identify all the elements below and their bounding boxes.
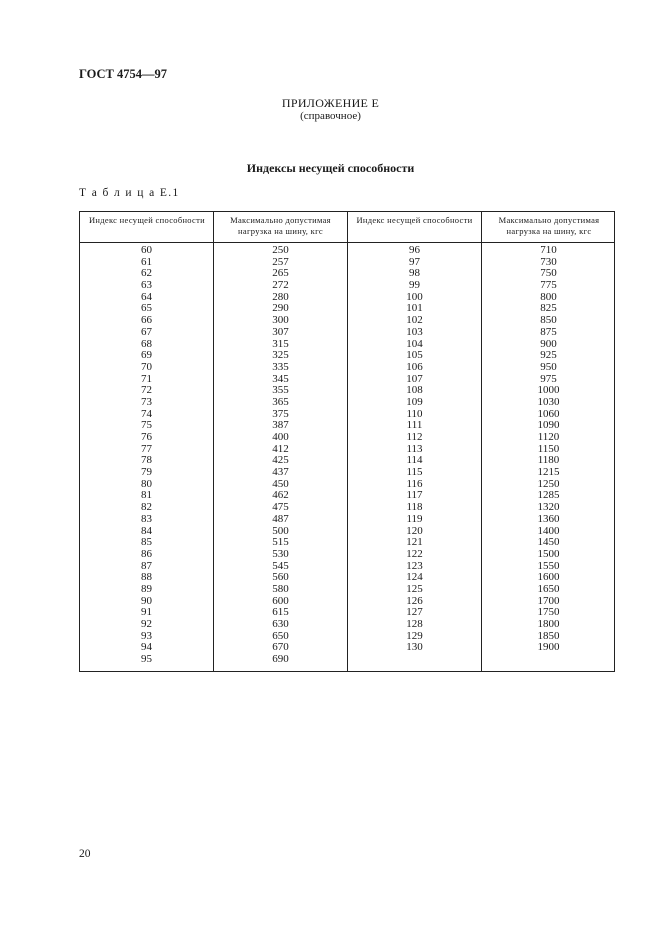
table-cell: 300 <box>272 314 289 327</box>
table-cell: 1000 <box>537 384 560 397</box>
table-cell: 250 <box>272 244 289 256</box>
table-cell: 670 <box>272 641 289 654</box>
header-index-right: Индекс несущей способности <box>356 215 473 225</box>
table-cell: 825 <box>540 302 557 315</box>
table-cell: 325 <box>272 349 289 362</box>
table-cell: 81 <box>141 489 152 502</box>
table-cell: 355 <box>272 384 289 397</box>
table-cell: 73 <box>141 395 152 408</box>
table-cell: 1180 <box>537 454 560 467</box>
table-cell: 265 <box>272 267 289 280</box>
table-cell: 1150 <box>537 442 560 455</box>
table-cell: 66 <box>141 314 152 327</box>
header-load-left: Максимально допустимая нагрузка на шину, кгс <box>230 215 331 236</box>
table-cell: 1500 <box>537 547 560 560</box>
table-cell: 87 <box>141 559 152 572</box>
table-cell: 112 <box>406 431 423 443</box>
table-cell: 730 <box>540 255 557 268</box>
annex-note: (справочное) <box>300 110 361 122</box>
table-cell: 69 <box>141 349 152 362</box>
table-cell: 63 <box>141 279 152 292</box>
table-cell: 68 <box>141 337 152 350</box>
table-cell: 85 <box>141 536 152 549</box>
column-index-right <box>348 245 481 654</box>
table-cell: 78 <box>141 454 152 467</box>
table-cell: 70 <box>141 360 152 373</box>
table-cell: 89 <box>141 582 152 595</box>
table-cell: 99 <box>409 279 420 292</box>
table-cell: 90 <box>141 594 152 607</box>
table-cell: 125 <box>406 582 423 595</box>
table-title: Индексы несущей способности <box>246 161 415 175</box>
table-cell: 74 <box>141 407 152 420</box>
table-cell: 1060 <box>537 407 560 420</box>
table-cell: 86 <box>141 547 152 560</box>
table-cell: 280 <box>272 290 289 303</box>
table-cell: 97 <box>409 255 420 268</box>
table-cell: 257 <box>272 255 289 268</box>
table-cell: 109 <box>406 395 423 408</box>
table-cell: 101 <box>406 302 423 315</box>
table-cell: 94 <box>141 641 152 654</box>
table-cell: 71 <box>141 372 152 385</box>
table-cell: 475 <box>272 501 289 514</box>
table-cell: 710 <box>540 244 557 256</box>
page-number: 20 <box>79 848 91 860</box>
table-cell: 345 <box>272 372 289 385</box>
table-cell: 600 <box>272 594 289 607</box>
table-cell: 115 <box>406 466 423 479</box>
table-cell: 82 <box>141 501 152 514</box>
table-cell: 1320 <box>537 501 560 514</box>
table-cell: 315 <box>272 337 289 350</box>
table-cell: 76 <box>141 431 152 443</box>
header-index-left: Индекс несущей способности <box>88 215 205 225</box>
table-cell: 272 <box>272 279 289 292</box>
column-index-left <box>80 245 213 666</box>
table-cell: 690 <box>272 653 289 666</box>
table-cell: 93 <box>141 629 152 642</box>
table-cell: 307 <box>272 325 289 338</box>
annex-heading <box>0 97 661 123</box>
table-cell: 1250 <box>537 477 560 490</box>
column-load-right <box>482 245 615 654</box>
table-cell: 61 <box>141 255 152 268</box>
table-cell: 615 <box>272 606 289 619</box>
table-cell: 127 <box>406 606 423 619</box>
header-divider <box>80 242 614 243</box>
table-cell: 580 <box>272 582 289 595</box>
table-cell: 560 <box>272 571 289 584</box>
table-cell: 123 <box>406 559 423 572</box>
table-cell: 110 <box>406 407 423 420</box>
table-cell: 103 <box>406 325 423 338</box>
table-cell: 96 <box>409 244 420 256</box>
table-cell: 100 <box>406 290 423 303</box>
table-cell: 77 <box>141 442 152 455</box>
table-cell: 750 <box>540 267 557 280</box>
table-cell: 108 <box>406 384 423 397</box>
table-cell: 72 <box>141 384 152 397</box>
table-cell: 500 <box>272 524 289 537</box>
table-cell: 412 <box>272 442 289 455</box>
table-cell: 95 <box>141 653 152 666</box>
table-cell: 1285 <box>537 489 560 502</box>
table-cell: 387 <box>272 419 289 432</box>
header-load-right: Максимально допустимая нагрузка на шину, кгс <box>498 215 600 236</box>
table-cell: 80 <box>141 477 152 490</box>
table-cell: 113 <box>406 442 423 455</box>
table-cell: 67 <box>141 325 152 338</box>
table-cell: 1800 <box>537 618 560 630</box>
table-cell: 650 <box>272 629 289 642</box>
table-cell: 335 <box>272 360 289 373</box>
table-cell: 91 <box>141 606 152 619</box>
table-cell: 530 <box>272 547 289 560</box>
table-cell: 1120 <box>537 431 560 443</box>
table-cell: 462 <box>272 489 289 502</box>
table-cell: 119 <box>406 512 423 525</box>
table-cell: 120 <box>406 524 423 537</box>
table-cell: 92 <box>141 618 152 630</box>
table-cell: 75 <box>141 419 152 432</box>
table-cell: 437 <box>272 466 289 479</box>
table-cell: 105 <box>406 349 423 362</box>
table-cell: 107 <box>406 372 423 385</box>
table-cell: 129 <box>406 629 423 642</box>
table-cell: 121 <box>406 536 423 549</box>
table-cell: 104 <box>406 337 423 350</box>
table-cell: 425 <box>272 454 289 467</box>
table-cell: 850 <box>540 314 557 327</box>
table-cell: 114 <box>406 454 423 467</box>
table-cell: 1215 <box>537 466 560 479</box>
table-cell: 515 <box>272 536 289 549</box>
table-cell: 65 <box>141 302 152 315</box>
load-index-table <box>79 211 615 672</box>
table-cell: 290 <box>272 302 289 315</box>
table-cell: 98 <box>409 267 420 280</box>
table-cell: 126 <box>406 594 423 607</box>
table-cell: 111 <box>406 419 423 432</box>
table-cell: 128 <box>406 618 423 630</box>
table-cell: 375 <box>272 407 289 420</box>
table-cell: 1750 <box>537 606 560 619</box>
table-cell: 117 <box>406 489 423 502</box>
table-cell: 950 <box>540 360 557 373</box>
table-cell: 1400 <box>537 524 560 537</box>
table-cell: 64 <box>141 290 152 303</box>
table-cell: 84 <box>141 524 152 537</box>
table-cell: 1650 <box>537 582 560 595</box>
annex-title: ПРИЛОЖЕНИЕ Е <box>281 96 380 110</box>
table-cell: 1600 <box>537 571 560 584</box>
table-cell: 116 <box>406 477 423 490</box>
table-cell: 545 <box>272 559 289 572</box>
table-cell: 900 <box>540 337 557 350</box>
table-cell: 365 <box>272 395 289 408</box>
column-load-left <box>214 245 347 666</box>
table-cell: 79 <box>141 466 152 479</box>
table-cell: 925 <box>540 349 557 362</box>
table-cell: 1360 <box>537 512 560 525</box>
table-cell: 102 <box>406 314 423 327</box>
table-cell: 124 <box>406 571 423 584</box>
table-cell: 83 <box>141 512 152 525</box>
table-cell: 106 <box>406 360 423 373</box>
table-cell: 1850 <box>537 629 560 642</box>
table-cell: 130 <box>406 641 423 654</box>
table-cell: 975 <box>540 372 557 385</box>
table-cell: 60 <box>141 244 152 256</box>
table-cell: 400 <box>272 431 289 443</box>
table-cell: 88 <box>141 571 152 584</box>
table-cell: 487 <box>272 512 289 525</box>
table-cell: 1030 <box>537 395 560 408</box>
table-cell: 1550 <box>537 559 560 572</box>
table-cell: 800 <box>540 290 557 303</box>
table-cell: 1900 <box>537 641 560 654</box>
standard-number: ГОСТ 4754—97 <box>79 67 168 81</box>
table-cell: 1450 <box>537 536 560 549</box>
table-cell: 122 <box>406 547 423 560</box>
table-cell: 1700 <box>537 594 560 607</box>
table-label: Т а б л и ц а Е.1 <box>79 187 180 199</box>
table-cell: 118 <box>406 501 423 514</box>
table-cell: 450 <box>272 477 289 490</box>
table-cell: 62 <box>141 267 152 280</box>
table-cell: 775 <box>540 279 557 292</box>
table-cell: 1090 <box>537 419 560 432</box>
table-cell: 630 <box>272 618 289 630</box>
table-cell: 875 <box>540 325 557 338</box>
